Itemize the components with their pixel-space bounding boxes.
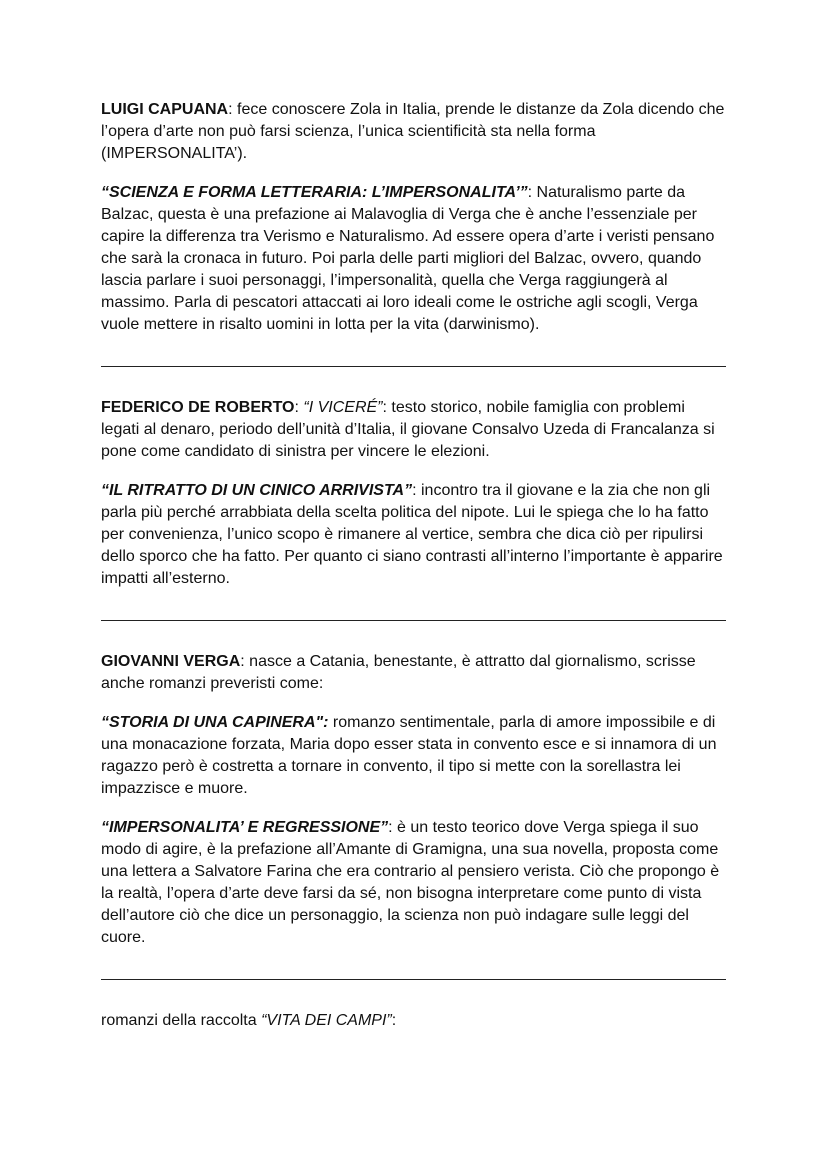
verga-work2-paragraph [101,817,726,949]
verga-work2-title: “IMPERSONALITA’ E REGRESSIONE” [101,819,389,836]
deroberto-book-title: “I VICERÉ” [303,399,383,416]
deroberto-work-text: : incontro tra il giovane e la zia che non gli parla più perché arrabbiata della scelta politica del nipote. Lui le spiega che lo ha fatto per convenienza, l’unico scopo è rimanere al vertice, sembra che dica ciò per ripulirsi dello sporco che ha fatto. Per quanto ci siano contrasti all’interno l’importante è apparire impatti all’esterno. [101,482,723,587]
deroberto-text: : testo storico, nobile famiglia con problemi legati al denaro, periodo dell’unità d’Italia, il giovane Consalvo Uzeda di Francalanza si pone come candidato di sinistra per vincere le elezioni. [101,399,715,460]
verga-work1-paragraph [101,712,726,800]
verga-work1-text: romanzo sentimentale, parla di amore impossibile e di una monacazione forzata, Maria dopo esser stata in convento esce e si innamora di un ragazzo però è costretta a tornare in convento, il tipo si mette con la sorellastra lei impazzisce e muore. [101,714,717,797]
divider [101,366,726,367]
verga-paragraph [101,651,726,695]
capuana-paragraph [101,99,726,165]
capuana-work-text: : Naturalismo parte da Balzac, questa è una prefazione ai Malavoglia di Verga che è anche l’essenziale per capire la differenza tra Verismo e Naturalismo. Ad essere opera d’arte i veristi pensano che sarà la cronaca in futuro. Poi parla delle parti migliori del Balzac, ovvero, quando lascia parlare i suoi personaggi, l’impersonalità, quella che Verga raggiungerà al massimo. Parla di pescatori attaccati ai loro ideali come le ostriche agli scogli, Verga vuole mettere in risalto uomini in lotta per la vita (darwinismo). [101,184,715,333]
verga-work1-title: “STORIA DI UNA CAPINERA": [101,714,329,731]
capuana-work-title: “SCIENZA E FORMA LETTERARIA: L’IMPERSONALITA’” [101,184,528,201]
capuana-work-paragraph [101,182,726,336]
divider [101,620,726,621]
closing-end: : [391,1012,397,1029]
deroberto-work-paragraph [101,480,726,590]
deroberto-sep: : [294,399,304,416]
closing-text: romanzi della raccolta [101,1012,262,1029]
deroberto-paragraph [101,397,726,463]
closing-paragraph [101,1010,726,1032]
document-body [101,99,726,1032]
verga-work2-text: : è un testo teorico dove Verga spiega il suo modo di agire, è la prefazione all’Amante di Gramigna, una sua novella, proposta come una lettera a Salvatore Farina che era contrario al pensiero verista. Ciò che propongo è la realtà, l’opera d’arte deve farsi da sé, non bisogna interpretare come punto di vista dell’autore ciò che dice un personaggio, la scienza non può indagare sulle leggi del cuore. [101,819,720,946]
deroberto-heading: FEDERICO DE ROBERTO [101,399,295,416]
capuana-heading: LUIGI CAPUANA [101,101,229,118]
deroberto-work-title: “IL RITRATTO DI UN CINICO ARRIVISTA” [101,482,413,499]
closing-title: “VITA DEI CAMPI” [261,1012,392,1029]
verga-text: : nasce a Catania, benestante, è attratto dal giornalismo, scrisse anche romanzi preveristi come: [101,653,696,692]
divider [101,979,726,980]
capuana-text: : fece conoscere Zola in Italia, prende le distanze da Zola dicendo che l’opera d’arte non può farsi scienza, l’unica scientificità sta nella forma (IMPERSONALITA’). [101,101,725,162]
verga-heading: GIOVANNI VERGA [101,653,241,670]
